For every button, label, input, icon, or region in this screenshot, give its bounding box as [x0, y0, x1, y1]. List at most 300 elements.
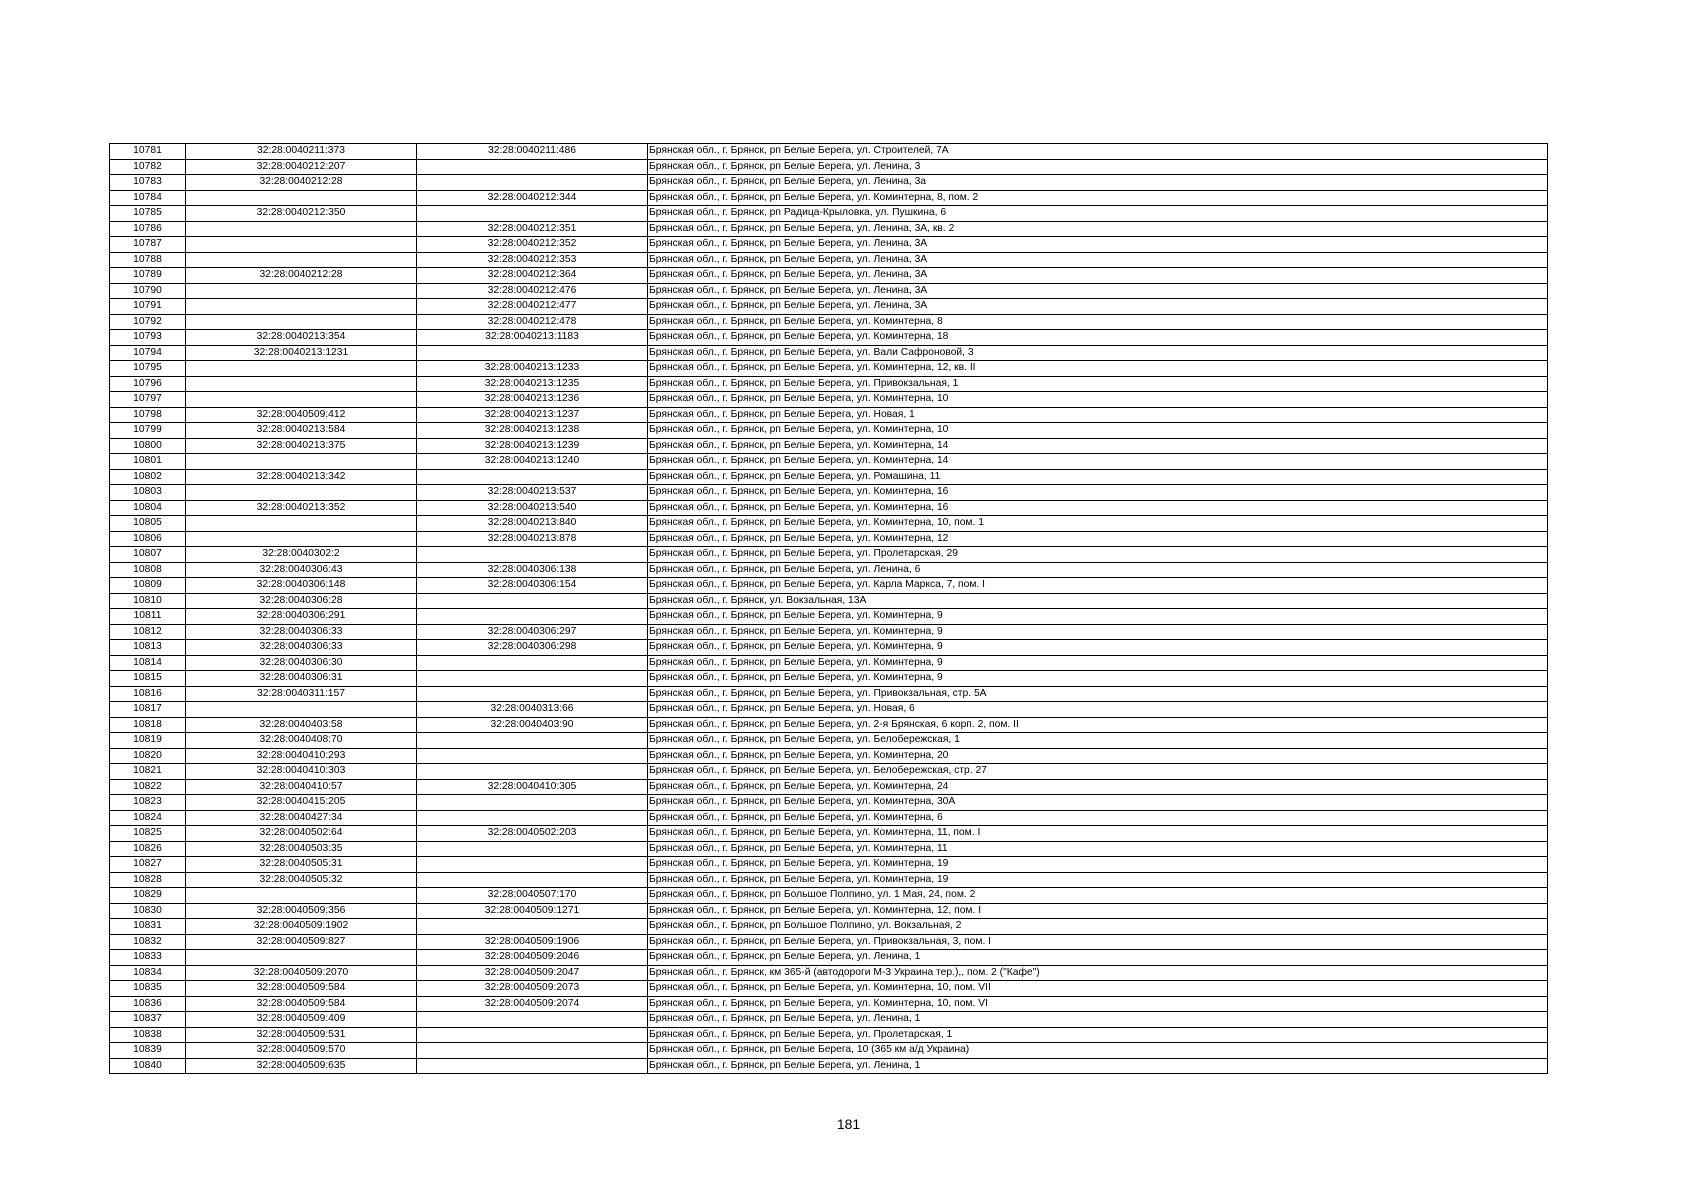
cadastral-number-cell: 32:28:0040408:70	[186, 733, 417, 749]
address-cell: Брянская обл., г. Брянск, рп Белые Берега, ул. Коминтерна, 9	[648, 671, 1548, 687]
table-row	[110, 221, 1548, 237]
table-row	[110, 888, 1548, 904]
address-cell: Брянская обл., г. Брянск, рп Большое Полпино, ул. 1 Мая, 24, пом. 2	[648, 888, 1548, 904]
address-cell: Брянская обл., г. Брянск, рп Белые Берега, ул. Коминтерна, 18	[648, 330, 1548, 346]
table-row	[110, 423, 1548, 439]
address-cell: Брянская обл., г. Брянск, рп Белые Берега, ул. Коминтерна, 14	[648, 454, 1548, 470]
cadastral-number-cell: 32:28:0040410:293	[186, 748, 417, 764]
address-cell: Брянская обл., г. Брянск, рп Белые Берега, ул. Коминтерна, 16	[648, 500, 1548, 516]
related-cadastral-number-cell: 32:28:0040306:138	[417, 562, 648, 578]
address-cell: Брянская обл., г. Брянск, рп Белые Берега, ул. Строителей, 7А	[648, 144, 1548, 160]
cadastral-number-cell: 32:28:0040505:32	[186, 872, 417, 888]
cadastral-number-cell: 32:28:0040503:35	[186, 841, 417, 857]
related-cadastral-number-cell: 32:28:0040213:1239	[417, 438, 648, 454]
table-row	[110, 485, 1548, 501]
cadastral-number-cell: 32:28:0040509:531	[186, 1027, 417, 1043]
table-row	[110, 407, 1548, 423]
address-cell: Брянская обл., г. Брянск, рп Белые Берега, ул. Ленина, 3А	[648, 299, 1548, 315]
cadastral-number-cell: 32:28:0040306:28	[186, 593, 417, 609]
page-number: 181	[836, 1116, 861, 1132]
address-cell: Брянская обл., г. Брянск, рп Белые Берега, ул. Коминтерна, 30А	[648, 795, 1548, 811]
row-number-cell: 10786	[110, 221, 186, 237]
row-number-cell: 10837	[110, 1012, 186, 1028]
cadastral-number-cell: 32:28:0040415:205	[186, 795, 417, 811]
address-cell: Брянская обл., г. Брянск, рп Белые Берега, ул. Ленина, 3а	[648, 175, 1548, 191]
table-row	[110, 159, 1548, 175]
related-cadastral-number-cell	[417, 1027, 648, 1043]
related-cadastral-number-cell	[417, 175, 648, 191]
address-cell: Брянская обл., г. Брянск, км 365-й (автодороги М-3 Украина тер.),, пом. 2 ("Кафе")	[648, 965, 1548, 981]
related-cadastral-number-cell: 32:28:0040313:66	[417, 702, 648, 718]
cadastral-number-cell: 32:28:0040306:148	[186, 578, 417, 594]
row-number-cell: 10792	[110, 314, 186, 330]
related-cadastral-number-cell: 32:28:0040213:878	[417, 531, 648, 547]
cadastral-number-cell	[186, 950, 417, 966]
cadastral-number-cell: 32:28:0040213:1231	[186, 345, 417, 361]
address-cell: Брянская обл., г. Брянск, рп Радица-Крыловка, ул. Пушкина, 6	[648, 206, 1548, 222]
row-number-cell: 10834	[110, 965, 186, 981]
address-cell: Брянская обл., г. Брянск, рп Белые Берега, ул. Ромашина, 11	[648, 469, 1548, 485]
related-cadastral-number-cell	[417, 609, 648, 625]
address-cell: Брянская обл., г. Брянск, рп Большое Полпино, ул. Вокзальная, 2	[648, 919, 1548, 935]
related-cadastral-number-cell	[417, 655, 648, 671]
address-cell: Брянская обл., г. Брянск, рп Белые Берега, ул. Коминтерна, 24	[648, 779, 1548, 795]
table-row	[110, 392, 1548, 408]
related-cadastral-number-cell: 32:28:0040213:1238	[417, 423, 648, 439]
related-cadastral-number-cell	[417, 1058, 648, 1074]
address-cell: Брянская обл., г. Брянск, ул. Вокзальная, 13А	[648, 593, 1548, 609]
cadastral-number-cell	[186, 252, 417, 268]
cadastral-number-cell: 32:28:0040306:291	[186, 609, 417, 625]
cadastral-number-cell: 32:28:0040212:207	[186, 159, 417, 175]
table-row	[110, 702, 1548, 718]
address-cell: Брянская обл., г. Брянск, рп Белые Берега, ул. Ленина, 1	[648, 1012, 1548, 1028]
row-number-cell: 10798	[110, 407, 186, 423]
related-cadastral-number-cell: 32:28:0040502:203	[417, 826, 648, 842]
row-number-cell: 10818	[110, 717, 186, 733]
row-number-cell: 10811	[110, 609, 186, 625]
related-cadastral-number-cell: 32:28:0040212:478	[417, 314, 648, 330]
row-number-cell: 10790	[110, 283, 186, 299]
address-cell: Брянская обл., г. Брянск, рп Белые Берега, ул. Белобережская, стр. 27	[648, 764, 1548, 780]
related-cadastral-number-cell: 32:28:0040213:1235	[417, 376, 648, 392]
cadastral-number-cell	[186, 531, 417, 547]
row-number-cell: 10831	[110, 919, 186, 935]
cadastral-number-cell: 32:28:0040213:375	[186, 438, 417, 454]
table-row	[110, 206, 1548, 222]
address-cell: Брянская обл., г. Брянск, рп Белые Берега, ул. Коминтерна, 16	[648, 485, 1548, 501]
cadastral-number-cell	[186, 299, 417, 315]
related-cadastral-number-cell: 32:28:0040213:1237	[417, 407, 648, 423]
table-row	[110, 345, 1548, 361]
row-number-cell: 10809	[110, 578, 186, 594]
row-number-cell: 10839	[110, 1043, 186, 1059]
address-cell: Брянская обл., г. Брянск, рп Белые Берега, ул. Привокзальная, 1	[648, 376, 1548, 392]
address-cell: Брянская обл., г. Брянск, рп Белые Берега, ул. Коминтерна, 10, пом. 1	[648, 516, 1548, 532]
address-cell: Брянская обл., г. Брянск, рп Белые Берега, ул. Коминтерна, 11	[648, 841, 1548, 857]
related-cadastral-number-cell: 32:28:0040212:477	[417, 299, 648, 315]
related-cadastral-number-cell	[417, 733, 648, 749]
related-cadastral-number-cell	[417, 345, 648, 361]
row-number-cell: 10819	[110, 733, 186, 749]
row-number-cell: 10808	[110, 562, 186, 578]
row-number-cell: 10822	[110, 779, 186, 795]
related-cadastral-number-cell: 32:28:0040211:486	[417, 144, 648, 160]
related-cadastral-number-cell	[417, 469, 648, 485]
table-row	[110, 686, 1548, 702]
table-row	[110, 671, 1548, 687]
address-cell: Брянская обл., г. Брянск, рп Белые Берега, ул. Коминтерна, 9	[648, 624, 1548, 640]
row-number-cell: 10829	[110, 888, 186, 904]
cadastral-number-cell	[186, 516, 417, 532]
row-number-cell: 10794	[110, 345, 186, 361]
table-row	[110, 500, 1548, 516]
related-cadastral-number-cell: 32:28:0040509:1271	[417, 903, 648, 919]
address-cell: Брянская обл., г. Брянск, рп Белые Берега, ул. Коминтерна, 12	[648, 531, 1548, 547]
cadastral-number-cell	[186, 454, 417, 470]
address-cell: Брянская обл., г. Брянск, рп Белые Берега, ул. Коминтерна, 10, пом. VII	[648, 981, 1548, 997]
related-cadastral-number-cell: 32:28:0040507:170	[417, 888, 648, 904]
row-number-cell: 10821	[110, 764, 186, 780]
table-row	[110, 965, 1548, 981]
address-cell: Брянская обл., г. Брянск, рп Белые Берега, ул. Пролетарская, 1	[648, 1027, 1548, 1043]
table-row	[110, 361, 1548, 377]
row-number-cell: 10833	[110, 950, 186, 966]
table-row	[110, 609, 1548, 625]
row-number-cell: 10840	[110, 1058, 186, 1074]
cadastral-number-cell: 32:28:0040509:584	[186, 996, 417, 1012]
row-number-cell: 10793	[110, 330, 186, 346]
address-cell: Брянская обл., г. Брянск, рп Белые Берега, ул. Ленина, 6	[648, 562, 1548, 578]
address-cell: Брянская обл., г. Брянск, рп Белые Берега, ул. Ленина, 1	[648, 950, 1548, 966]
row-number-cell: 10835	[110, 981, 186, 997]
cadastral-number-cell	[186, 221, 417, 237]
related-cadastral-number-cell	[417, 547, 648, 563]
table-row	[110, 531, 1548, 547]
cadastral-number-cell	[186, 237, 417, 253]
related-cadastral-number-cell	[417, 206, 648, 222]
related-cadastral-number-cell: 32:28:0040509:2047	[417, 965, 648, 981]
address-cell: Брянская обл., г. Брянск, рп Белые Берега, ул. Привокзальная, 3, пом. I	[648, 934, 1548, 950]
address-cell: Брянская обл., г. Брянск, рп Белые Берега, ул. Коминтерна, 12, кв. II	[648, 361, 1548, 377]
table-row	[110, 144, 1548, 160]
address-cell: Брянская обл., г. Брянск, рп Белые Берега, ул. Ленина, 3	[648, 159, 1548, 175]
cadastral-number-cell: 32:28:0040509:356	[186, 903, 417, 919]
related-cadastral-number-cell: 32:28:0040509:2046	[417, 950, 648, 966]
table-row	[110, 175, 1548, 191]
cadastral-number-cell: 32:28:0040509:584	[186, 981, 417, 997]
table-row	[110, 872, 1548, 888]
table-row	[110, 981, 1548, 997]
related-cadastral-number-cell	[417, 671, 648, 687]
table-row	[110, 578, 1548, 594]
cadastral-number-cell: 32:28:0040306:33	[186, 624, 417, 640]
address-cell: Брянская обл., г. Брянск, рп Белые Берега, ул. Коминтерна, 14	[648, 438, 1548, 454]
row-number-cell: 10823	[110, 795, 186, 811]
cadastral-number-cell: 32:28:0040410:303	[186, 764, 417, 780]
cadastral-number-cell: 32:28:0040403:58	[186, 717, 417, 733]
cadastral-number-cell: 32:28:0040509:2070	[186, 965, 417, 981]
row-number-cell: 10791	[110, 299, 186, 315]
row-number-cell: 10807	[110, 547, 186, 563]
table-row	[110, 593, 1548, 609]
table-row	[110, 841, 1548, 857]
row-number-cell: 10836	[110, 996, 186, 1012]
cadastral-number-cell: 32:28:0040502:64	[186, 826, 417, 842]
cadastral-number-cell: 32:28:0040509:1902	[186, 919, 417, 935]
row-number-cell: 10789	[110, 268, 186, 284]
table-row	[110, 748, 1548, 764]
table-row	[110, 640, 1548, 656]
cadastral-number-cell: 32:28:0040306:31	[186, 671, 417, 687]
related-cadastral-number-cell: 32:28:0040212:352	[417, 237, 648, 253]
cadastral-number-cell: 32:28:0040509:635	[186, 1058, 417, 1074]
related-cadastral-number-cell	[417, 872, 648, 888]
address-cell: Брянская обл., г. Брянск, рп Белые Берега, ул. Коминтерна, 8	[648, 314, 1548, 330]
related-cadastral-number-cell: 32:28:0040213:540	[417, 500, 648, 516]
cadastral-number-cell: 32:28:0040213:584	[186, 423, 417, 439]
row-number-cell: 10782	[110, 159, 186, 175]
row-number-cell: 10815	[110, 671, 186, 687]
related-cadastral-number-cell: 32:28:0040306:297	[417, 624, 648, 640]
table-row	[110, 779, 1548, 795]
cadastral-number-cell: 32:28:0040306:33	[186, 640, 417, 656]
address-cell: Брянская обл., г. Брянск, рп Белые Берега, ул. Ленина, 3А	[648, 268, 1548, 284]
row-number-cell: 10813	[110, 640, 186, 656]
cadastral-number-cell: 32:28:0040509:409	[186, 1012, 417, 1028]
address-cell: Брянская обл., г. Брянск, рп Белые Берега, ул. Коминтерна, 11, пом. I	[648, 826, 1548, 842]
address-cell: Брянская обл., г. Брянск, рп Белые Берега, ул. Карла Маркса, 7, пом. I	[648, 578, 1548, 594]
cadastral-number-cell	[186, 376, 417, 392]
cadastral-number-cell: 32:28:0040306:30	[186, 655, 417, 671]
address-cell: Брянская обл., г. Брянск, рп Белые Берега, ул. Новая, 1	[648, 407, 1548, 423]
related-cadastral-number-cell	[417, 748, 648, 764]
related-cadastral-number-cell: 32:28:0040213:1236	[417, 392, 648, 408]
table-row	[110, 283, 1548, 299]
cadastral-number-cell	[186, 702, 417, 718]
related-cadastral-number-cell: 32:28:0040213:1240	[417, 454, 648, 470]
row-number-cell: 10824	[110, 810, 186, 826]
related-cadastral-number-cell: 32:28:0040509:1906	[417, 934, 648, 950]
related-cadastral-number-cell: 32:28:0040212:351	[417, 221, 648, 237]
related-cadastral-number-cell	[417, 857, 648, 873]
table-row	[110, 996, 1548, 1012]
related-cadastral-number-cell: 32:28:0040213:1183	[417, 330, 648, 346]
cadastral-number-cell: 32:28:0040213:342	[186, 469, 417, 485]
row-number-cell: 10806	[110, 531, 186, 547]
address-cell: Брянская обл., г. Брянск, рп Белые Берега, ул. Коминтерна, 19	[648, 872, 1548, 888]
cadastral-number-cell: 32:28:0040509:827	[186, 934, 417, 950]
related-cadastral-number-cell: 32:28:0040212:476	[417, 283, 648, 299]
address-cell: Брянская обл., г. Брянск, рп Белые Берега, ул. Ленина, 3А	[648, 252, 1548, 268]
related-cadastral-number-cell	[417, 795, 648, 811]
cadastral-number-cell: 32:28:0040302:2	[186, 547, 417, 563]
registry-table-body	[110, 144, 1548, 1074]
row-number-cell: 10781	[110, 144, 186, 160]
related-cadastral-number-cell: 32:28:0040306:298	[417, 640, 648, 656]
cadastral-number-cell: 32:28:0040213:352	[186, 500, 417, 516]
row-number-cell: 10814	[110, 655, 186, 671]
row-number-cell: 10816	[110, 686, 186, 702]
row-number-cell: 10795	[110, 361, 186, 377]
row-number-cell: 10832	[110, 934, 186, 950]
row-number-cell: 10826	[110, 841, 186, 857]
address-cell: Брянская обл., г. Брянск, рп Белые Берега, ул. Коминтерна, 10	[648, 423, 1548, 439]
table-row	[110, 919, 1548, 935]
cadastral-number-cell	[186, 392, 417, 408]
table-row	[110, 733, 1548, 749]
address-cell: Брянская обл., г. Брянск, рп Белые Берега, ул. Коминтерна, 9	[648, 640, 1548, 656]
row-number-cell: 10838	[110, 1027, 186, 1043]
address-cell: Брянская обл., г. Брянск, рп Белые Берега, ул. Белобережская, 1	[648, 733, 1548, 749]
cadastral-number-cell: 32:28:0040212:350	[186, 206, 417, 222]
related-cadastral-number-cell: 32:28:0040213:1233	[417, 361, 648, 377]
cadastral-number-cell	[186, 283, 417, 299]
row-number-cell: 10787	[110, 237, 186, 253]
table-row	[110, 237, 1548, 253]
address-cell: Брянская обл., г. Брянск, рп Белые Берега, ул. Коминтерна, 20	[648, 748, 1548, 764]
cadastral-number-cell: 32:28:0040427:34	[186, 810, 417, 826]
related-cadastral-number-cell	[417, 841, 648, 857]
row-number-cell: 10785	[110, 206, 186, 222]
address-cell: Брянская обл., г. Брянск, рп Белые Берега, ул. Коминтерна, 12, пом. I	[648, 903, 1548, 919]
related-cadastral-number-cell: 32:28:0040213:537	[417, 485, 648, 501]
address-cell: Брянская обл., г. Брянск, рп Белые Берега, ул. Новая, 6	[648, 702, 1548, 718]
table-row	[110, 826, 1548, 842]
cadastral-number-cell: 32:28:0040213:354	[186, 330, 417, 346]
table-row	[110, 299, 1548, 315]
address-cell: Брянская обл., г. Брянск, рп Белые Берега, ул. Коминтерна, 10, пом. VI	[648, 996, 1548, 1012]
row-number-cell: 10817	[110, 702, 186, 718]
address-cell: Брянская обл., г. Брянск, рп Белые Берега, ул. Коминтерна, 6	[648, 810, 1548, 826]
related-cadastral-number-cell: 32:28:0040410:305	[417, 779, 648, 795]
table-row	[110, 268, 1548, 284]
row-number-cell: 10810	[110, 593, 186, 609]
table-row	[110, 717, 1548, 733]
cadastral-number-cell: 32:28:0040306:43	[186, 562, 417, 578]
related-cadastral-number-cell: 32:28:0040212:344	[417, 190, 648, 206]
row-number-cell: 10827	[110, 857, 186, 873]
registry-table	[109, 143, 1548, 1074]
address-cell: Брянская обл., г. Брянск, рп Белые Берега, ул. Ленина, 3А	[648, 283, 1548, 299]
row-number-cell: 10804	[110, 500, 186, 516]
cadastral-number-cell: 32:28:0040212:28	[186, 175, 417, 191]
row-number-cell: 10802	[110, 469, 186, 485]
address-cell: Брянская обл., г. Брянск, рп Белые Берега, ул. Коминтерна, 10	[648, 392, 1548, 408]
address-cell: Брянская обл., г. Брянск, рп Белые Берега, ул. Привокзальная, стр. 5А	[648, 686, 1548, 702]
related-cadastral-number-cell: 32:28:0040509:2073	[417, 981, 648, 997]
cadastral-number-cell: 32:28:0040505:31	[186, 857, 417, 873]
table-row	[110, 252, 1548, 268]
cadastral-number-cell: 32:28:0040211:373	[186, 144, 417, 160]
related-cadastral-number-cell: 32:28:0040403:90	[417, 717, 648, 733]
table-row	[110, 795, 1548, 811]
address-cell: Брянская обл., г. Брянск, рп Белые Берега, ул. Вали Сафроновой, 3	[648, 345, 1548, 361]
related-cadastral-number-cell: 32:28:0040306:154	[417, 578, 648, 594]
related-cadastral-number-cell: 32:28:0040213:840	[417, 516, 648, 532]
table-row	[110, 857, 1548, 873]
table-row	[110, 934, 1548, 950]
address-cell: Брянская обл., г. Брянск, рп Белые Берега, ул. Ленина, 3А	[648, 237, 1548, 253]
table-row	[110, 469, 1548, 485]
row-number-cell: 10788	[110, 252, 186, 268]
table-row	[110, 438, 1548, 454]
row-number-cell: 10783	[110, 175, 186, 191]
row-number-cell: 10820	[110, 748, 186, 764]
address-cell: Брянская обл., г. Брянск, рп Белые Берега, ул. Ленина, 3А, кв. 2	[648, 221, 1548, 237]
address-cell: Брянская обл., г. Брянск, рп Белые Берега, ул. Пролетарская, 29	[648, 547, 1548, 563]
table-row	[110, 562, 1548, 578]
table-row	[110, 624, 1548, 640]
address-cell: Брянская обл., г. Брянск, рп Белые Берега, ул. Коминтерна, 9	[648, 609, 1548, 625]
row-number-cell: 10803	[110, 485, 186, 501]
address-cell: Брянская обл., г. Брянск, рп Белые Берега, ул. Коминтерна, 9	[648, 655, 1548, 671]
related-cadastral-number-cell	[417, 764, 648, 780]
cadastral-number-cell: 32:28:0040410:57	[186, 779, 417, 795]
table-row	[110, 454, 1548, 470]
row-number-cell: 10812	[110, 624, 186, 640]
row-number-cell: 10796	[110, 376, 186, 392]
address-cell: Брянская обл., г. Брянск, рп Белые Берега, 10 (365 км а/д Украина)	[648, 1043, 1548, 1059]
table-row	[110, 516, 1548, 532]
cadastral-number-cell	[186, 888, 417, 904]
row-number-cell: 10825	[110, 826, 186, 842]
cadastral-number-cell	[186, 190, 417, 206]
address-cell: Брянская обл., г. Брянск, рп Белые Берега, ул. Ленина, 1	[648, 1058, 1548, 1074]
cadastral-number-cell	[186, 314, 417, 330]
table-row	[110, 190, 1548, 206]
cadastral-number-cell	[186, 361, 417, 377]
row-number-cell: 10805	[110, 516, 186, 532]
address-cell: Брянская обл., г. Брянск, рп Белые Берега, ул. Коминтерна, 19	[648, 857, 1548, 873]
table-row	[110, 903, 1548, 919]
row-number-cell: 10830	[110, 903, 186, 919]
cadastral-number-cell: 32:28:0040509:412	[186, 407, 417, 423]
address-cell: Брянская обл., г. Брянск, рп Белые Берега, ул. Коминтерна, 8, пом. 2	[648, 190, 1548, 206]
related-cadastral-number-cell: 32:28:0040509:2074	[417, 996, 648, 1012]
row-number-cell: 10784	[110, 190, 186, 206]
related-cadastral-number-cell	[417, 1043, 648, 1059]
table-row	[110, 330, 1548, 346]
table-row	[110, 376, 1548, 392]
row-number-cell: 10828	[110, 872, 186, 888]
address-cell: Брянская обл., г. Брянск, рп Белые Берега, ул. 2-я Брянская, 6 корп. 2, пом. II	[648, 717, 1548, 733]
table-row	[110, 764, 1548, 780]
table-row	[110, 950, 1548, 966]
related-cadastral-number-cell	[417, 159, 648, 175]
related-cadastral-number-cell	[417, 810, 648, 826]
row-number-cell: 10797	[110, 392, 186, 408]
cadastral-number-cell: 32:28:0040212:28	[186, 268, 417, 284]
row-number-cell: 10799	[110, 423, 186, 439]
row-number-cell: 10801	[110, 454, 186, 470]
table-row	[110, 810, 1548, 826]
row-number-cell: 10800	[110, 438, 186, 454]
related-cadastral-number-cell: 32:28:0040212:364	[417, 268, 648, 284]
table-row	[110, 1027, 1548, 1043]
cadastral-number-cell: 32:28:0040509:570	[186, 1043, 417, 1059]
table-row	[110, 1058, 1548, 1074]
table-row	[110, 1043, 1548, 1059]
related-cadastral-number-cell	[417, 919, 648, 935]
table-row	[110, 1012, 1548, 1028]
related-cadastral-number-cell: 32:28:0040212:353	[417, 252, 648, 268]
related-cadastral-number-cell	[417, 593, 648, 609]
related-cadastral-number-cell	[417, 1012, 648, 1028]
table-row	[110, 314, 1548, 330]
related-cadastral-number-cell	[417, 686, 648, 702]
table-row	[110, 655, 1548, 671]
